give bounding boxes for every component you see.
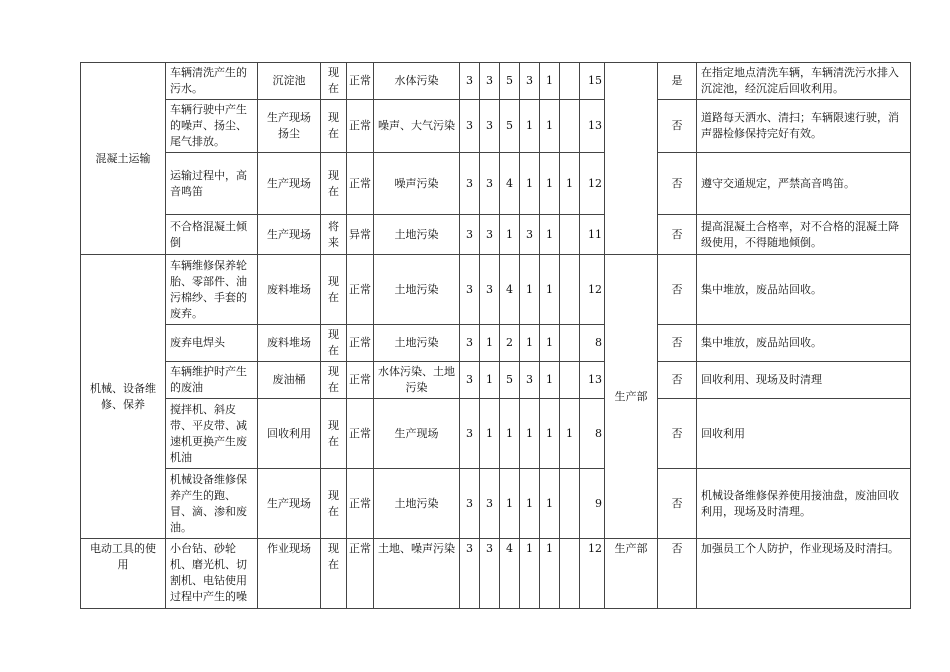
score-d-cell: 1 — [520, 325, 540, 362]
score-b-cell: 3 — [480, 63, 500, 100]
aspect-table — [80, 62, 911, 609]
score-f-cell: 1 — [560, 153, 580, 215]
score-b-cell: 1 — [480, 399, 500, 469]
score-d-cell: 1 — [520, 469, 540, 539]
impact-cell: 水体污染、土地污染 — [374, 362, 460, 399]
activity-cell: 运输过程中，高音鸣笛 — [166, 153, 258, 215]
activity-cell: 搅拌机、斜皮带、平皮带、减速机更换产生废机油 — [166, 399, 258, 469]
impact-cell: 土地污染 — [374, 325, 460, 362]
measure-cell: 遵守交通规定，严禁高音鸣笛。 — [697, 153, 911, 215]
state-cell: 正常 — [347, 539, 374, 609]
tense-cell: 现在 — [321, 539, 347, 609]
score-f-cell — [560, 325, 580, 362]
major-aspect-cell: 否 — [658, 325, 697, 362]
location-cell: 生产现场 — [258, 469, 321, 539]
activity-cell: 车辆行驶中产生的噪声、扬尘、尾气排放。 — [166, 100, 258, 153]
state-cell: 正常 — [347, 63, 374, 100]
total-score-cell: 8 — [580, 399, 605, 469]
score-d-cell: 3 — [520, 362, 540, 399]
major-aspect-cell: 否 — [658, 362, 697, 399]
measure-cell: 集中堆放，废品站回收。 — [697, 325, 911, 362]
state-cell: 正常 — [347, 100, 374, 153]
impact-cell: 噪声、大气污染 — [374, 100, 460, 153]
score-e-cell: 1 — [540, 100, 560, 153]
score-e-cell: 1 — [540, 63, 560, 100]
score-a-cell: 3 — [460, 63, 480, 100]
tense-cell: 现在 — [321, 469, 347, 539]
score-c-cell: 1 — [500, 469, 520, 539]
score-c-cell: 1 — [500, 215, 520, 255]
location-cell: 沉淀池 — [258, 63, 321, 100]
activity-cell: 车辆维护时产生的废油 — [166, 362, 258, 399]
department-cell: 生产部 — [605, 539, 658, 609]
total-score-cell: 12 — [580, 255, 605, 325]
tense-cell: 现在 — [321, 255, 347, 325]
score-d-cell: 1 — [520, 539, 540, 609]
score-c-cell: 1 — [500, 399, 520, 469]
major-aspect-cell: 否 — [658, 215, 697, 255]
measure-cell: 回收利用、现场及时清理 — [697, 362, 911, 399]
score-d-cell: 1 — [520, 100, 540, 153]
major-aspect-cell: 是 — [658, 63, 697, 100]
score-b-cell: 1 — [480, 325, 500, 362]
department-cell: 生产部 — [605, 255, 658, 539]
location-cell: 回收利用 — [258, 399, 321, 469]
activity-cell: 车辆清洗产生的污水。 — [166, 63, 258, 100]
score-a-cell: 3 — [460, 255, 480, 325]
score-c-cell: 4 — [500, 539, 520, 609]
score-e-cell: 1 — [540, 399, 560, 469]
tense-cell: 现在 — [321, 63, 347, 100]
score-a-cell: 3 — [460, 469, 480, 539]
score-b-cell: 3 — [480, 539, 500, 609]
state-cell: 正常 — [347, 362, 374, 399]
score-a-cell: 3 — [460, 325, 480, 362]
score-b-cell: 3 — [480, 469, 500, 539]
score-f-cell — [560, 100, 580, 153]
tense-cell: 将来 — [321, 215, 347, 255]
activity-cell: 小台钻、砂轮机、磨光机、切割机、电钻使用过程中产生的噪 — [166, 539, 258, 609]
tense-cell: 现在 — [321, 325, 347, 362]
score-e-cell: 1 — [540, 362, 560, 399]
score-f-cell — [560, 539, 580, 609]
score-f-cell — [560, 469, 580, 539]
score-f-cell — [560, 63, 580, 100]
score-c-cell: 4 — [500, 153, 520, 215]
impact-cell: 生产现场 — [374, 399, 460, 469]
measure-cell: 提高混凝土合格率，对不合格的混凝土降级使用，不得随地倾倒。 — [697, 215, 911, 255]
score-f-cell: 1 — [560, 399, 580, 469]
total-score-cell: 11 — [580, 215, 605, 255]
score-b-cell: 3 — [480, 255, 500, 325]
activity-cell: 车辆维修保养轮胎、零部件、油污棉纱、手套的废弃。 — [166, 255, 258, 325]
state-cell: 正常 — [347, 399, 374, 469]
score-a-cell: 3 — [460, 100, 480, 153]
measure-cell: 道路每天洒水、清扫；车辆限速行驶，消声器检修保持完好有效。 — [697, 100, 911, 153]
score-d-cell: 1 — [520, 153, 540, 215]
score-b-cell: 1 — [480, 362, 500, 399]
score-d-cell: 1 — [520, 399, 540, 469]
tense-cell: 现在 — [321, 153, 347, 215]
category-cell: 混凝土运输 — [81, 63, 166, 255]
score-e-cell: 1 — [540, 469, 560, 539]
score-a-cell: 3 — [460, 539, 480, 609]
score-a-cell: 3 — [460, 153, 480, 215]
total-score-cell: 15 — [580, 63, 605, 100]
score-a-cell: 3 — [460, 215, 480, 255]
total-score-cell: 13 — [580, 100, 605, 153]
table-row — [81, 469, 911, 539]
score-e-cell: 1 — [540, 255, 560, 325]
total-score-cell: 13 — [580, 362, 605, 399]
measure-cell: 集中堆放，废品站回收。 — [697, 255, 911, 325]
score-b-cell: 3 — [480, 100, 500, 153]
score-f-cell — [560, 362, 580, 399]
score-f-cell — [560, 255, 580, 325]
state-cell: 正常 — [347, 325, 374, 362]
activity-cell: 不合格混凝土倾倒 — [166, 215, 258, 255]
state-cell: 正常 — [347, 469, 374, 539]
score-f-cell — [560, 215, 580, 255]
location-cell: 作业现场 — [258, 539, 321, 609]
score-a-cell: 3 — [460, 362, 480, 399]
score-a-cell: 3 — [460, 399, 480, 469]
score-d-cell: 3 — [520, 215, 540, 255]
score-b-cell: 3 — [480, 215, 500, 255]
table-row — [81, 255, 911, 325]
total-score-cell: 12 — [580, 539, 605, 609]
table-row — [81, 325, 911, 362]
location-cell: 废料堆场 — [258, 325, 321, 362]
major-aspect-cell: 否 — [658, 539, 697, 609]
total-score-cell: 8 — [580, 325, 605, 362]
score-c-cell: 4 — [500, 255, 520, 325]
impact-cell: 土地、噪声污染 — [374, 539, 460, 609]
score-d-cell: 1 — [520, 255, 540, 325]
table-row — [81, 100, 911, 153]
department-cell — [605, 63, 658, 255]
location-cell: 生产现场 — [258, 215, 321, 255]
location-cell: 废料堆场 — [258, 255, 321, 325]
category-cell: 机械、设备维修、保养 — [81, 255, 166, 539]
measure-cell: 回收利用 — [697, 399, 911, 469]
score-e-cell: 1 — [540, 153, 560, 215]
score-c-cell: 2 — [500, 325, 520, 362]
activity-cell: 机械设备维修保养产生的跑、冒、滴、渗和废油。 — [166, 469, 258, 539]
total-score-cell: 9 — [580, 469, 605, 539]
table-row — [81, 399, 911, 469]
location-cell: 废油桶 — [258, 362, 321, 399]
major-aspect-cell: 否 — [658, 153, 697, 215]
state-cell: 正常 — [347, 255, 374, 325]
tense-cell: 现在 — [321, 362, 347, 399]
table-row — [81, 153, 911, 215]
major-aspect-cell: 否 — [658, 255, 697, 325]
impact-cell: 土地污染 — [374, 255, 460, 325]
state-cell: 正常 — [347, 153, 374, 215]
major-aspect-cell: 否 — [658, 399, 697, 469]
score-e-cell: 1 — [540, 539, 560, 609]
table-row — [81, 63, 911, 100]
location-cell: 生产现场 — [258, 153, 321, 215]
tense-cell: 现在 — [321, 399, 347, 469]
major-aspect-cell: 否 — [658, 100, 697, 153]
state-cell: 异常 — [347, 215, 374, 255]
score-c-cell: 5 — [500, 100, 520, 153]
score-e-cell: 1 — [540, 215, 560, 255]
score-c-cell: 5 — [500, 63, 520, 100]
score-b-cell: 3 — [480, 153, 500, 215]
total-score-cell: 12 — [580, 153, 605, 215]
impact-cell: 水体污染 — [374, 63, 460, 100]
table-row — [81, 215, 911, 255]
table-row — [81, 539, 911, 609]
activity-cell: 废弃电焊头 — [166, 325, 258, 362]
score-c-cell: 5 — [500, 362, 520, 399]
location-cell: 生产现场扬尘 — [258, 100, 321, 153]
table-row — [81, 362, 911, 399]
score-e-cell: 1 — [540, 325, 560, 362]
measure-cell: 机械设备维修保养使用接油盘，废油回收利用，现场及时清理。 — [697, 469, 911, 539]
impact-cell: 噪声污染 — [374, 153, 460, 215]
impact-cell: 土地污染 — [374, 215, 460, 255]
category-cell: 电动工具的使用 — [81, 539, 166, 609]
score-d-cell: 3 — [520, 63, 540, 100]
impact-cell: 土地污染 — [374, 469, 460, 539]
major-aspect-cell: 否 — [658, 469, 697, 539]
measure-cell: 加强员工个人防护，作业现场及时清扫。 — [697, 539, 911, 609]
measure-cell: 在指定地点清洗车辆，车辆清洗污水排入沉淀池，经沉淀后回收利用。 — [697, 63, 911, 100]
tense-cell: 现在 — [321, 100, 347, 153]
